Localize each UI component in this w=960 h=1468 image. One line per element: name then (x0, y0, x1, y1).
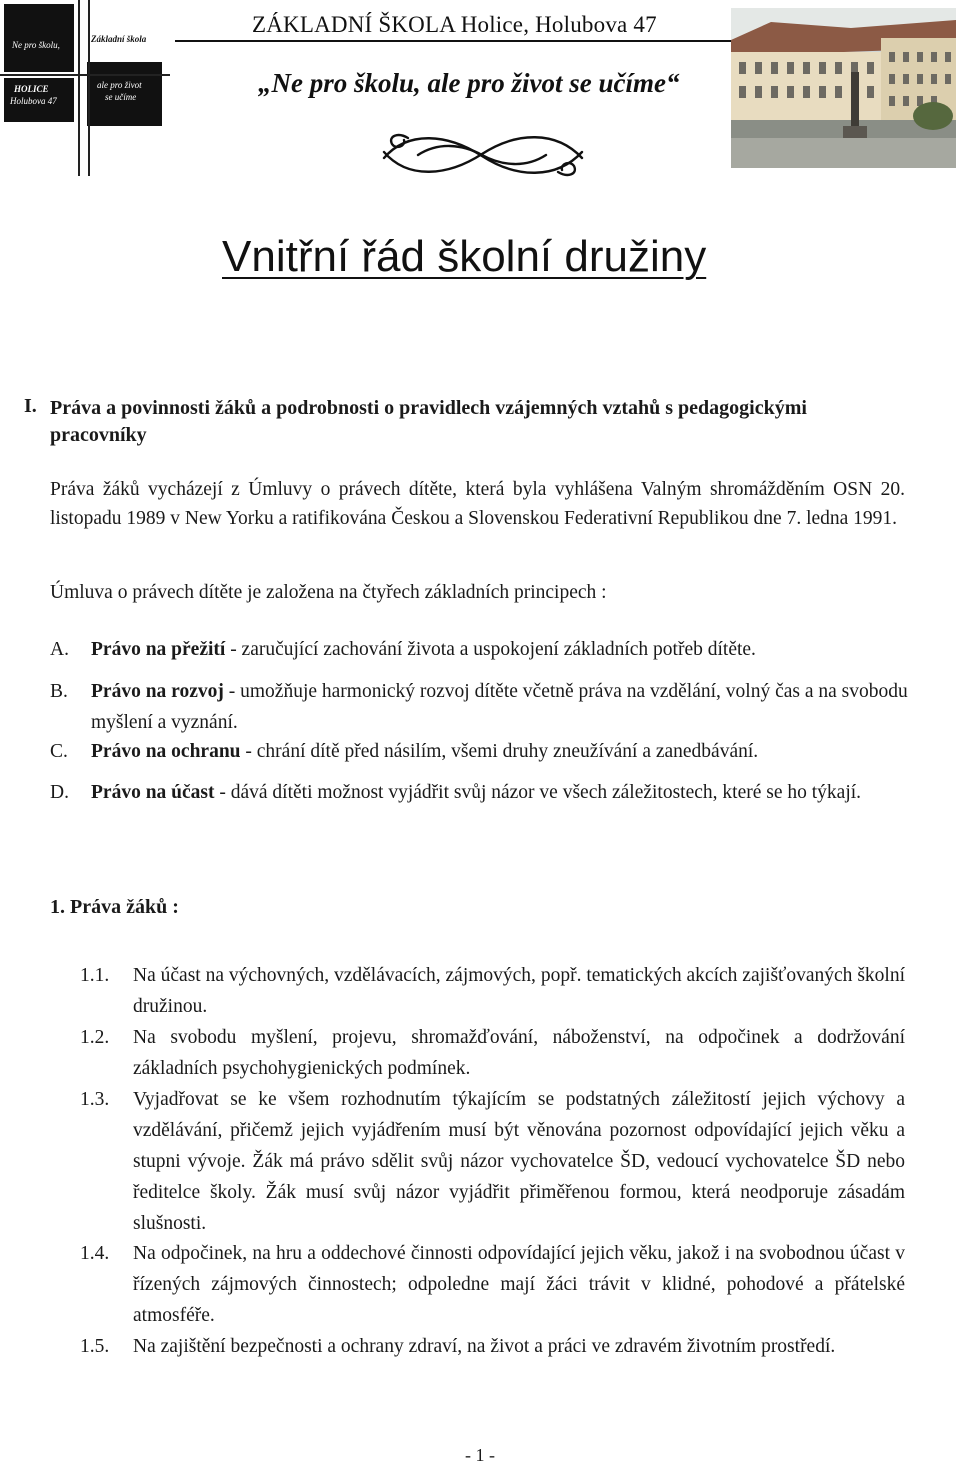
principle-item (50, 736, 910, 767)
section-heading: Práva a povinnosti žáků a podrobnosti o pravidlech vzájemných vztahů s pedagogickými pracovníky (50, 397, 807, 446)
logo-vertical-rule-2 (88, 0, 90, 176)
rights-text: Na svobodu myšlení, projevu, shromažďování, náboženství, na odpočinek a dodržování základních psychohygienických podmínek. (133, 1027, 905, 1079)
rights-number: 1.3. (80, 1089, 110, 1110)
rights-number: 1.2. (80, 1027, 110, 1048)
principle-name: Právo na účast (91, 782, 215, 803)
principle-text: - chrání dítě před násilím, všemi druhy zneužívání a zanedbávání. (240, 741, 759, 762)
logo-text-bl2: Holubova 47 (10, 96, 57, 107)
principle-item (50, 676, 910, 738)
principle-item (50, 634, 910, 665)
school-motto: „Ne pro školu, ale pro život se učíme“ (258, 68, 680, 98)
logo-quadrant-tr (87, 4, 162, 54)
principle-text: - dává dítěti možnost vyjádřit svůj názor ve všech záležitostech, které se ho týkají. (214, 782, 862, 803)
school-name: ZÁKLADNÍ ŠKOLA Holice, Holubova 47 (252, 12, 657, 37)
principle-item (50, 777, 910, 808)
rights-item (80, 960, 905, 1022)
logo-text-br2: se učíme (105, 92, 137, 103)
logo-quadrant-br (87, 62, 162, 126)
principle-name: Právo na rozvoj (91, 681, 224, 702)
ornament-flourish-icon (378, 126, 588, 184)
intro-paragraph: Práva žáků vycházejí z Úmluvy o právech dítěte, která byla vyhlášena Valným shromážděním OSN 20. listopadu 1989 v New Yorku a ratifikována Českou a Slovenskou Federativní Republikou dne 7. ledna 1991. (50, 479, 905, 529)
principle-letter: C. (50, 741, 68, 762)
principle-letter: A. (50, 639, 69, 660)
principle-name: Právo na přežití (91, 639, 226, 660)
rights-item (80, 1022, 905, 1084)
principle-letter: D. (50, 782, 69, 803)
rights-item (80, 1331, 905, 1362)
rights-text: Vyjadřovat se ke všem rozhodnutím týkajícím se podstatných záležitostí jejich výchovy a vzdělávání, přičemž jejich vyjádřením musí být věnována pozornost odpovídající jejich věku a stupni vývoje. Žák má právo sdělit svůj názor vychovatelce ŠD, vedoucí vychovatelce ŠD nebo ředitelce školy. Žák musí svůj názor vyjádřit přiměřenou formou, která neodporuje zásadám slušnosti. (133, 1089, 905, 1234)
principle-name: Právo na ochranu (91, 741, 241, 762)
rights-number: 1.4. (80, 1243, 110, 1264)
principle-letter: B. (50, 681, 68, 702)
rights-text: Na zajištění bezpečnosti a ochrany zdraví, na život a práci ve zdravém životním prostředí. (133, 1336, 836, 1357)
school-building-photo (731, 8, 956, 168)
logo-text-tr: Základní škola (91, 34, 147, 44)
logo-horizontal-rule (0, 74, 170, 76)
header-divider (175, 40, 735, 42)
principles-intro: Úmluva o právech dítěte je založena na čtyřech základních principech : (50, 582, 607, 603)
logo-quadrant-tl (4, 4, 74, 72)
logo-text-br1: ale pro život (97, 80, 142, 90)
document-title: Vnitřní řád školní družiny (222, 232, 707, 281)
rights-heading: 1. Práva žáků : (50, 896, 179, 918)
logo-vertical-rule (78, 0, 80, 176)
rights-text: Na odpočinek, na hru a oddechové činnosti odpovídající jejich věku, jakož i na svobodnou účast v řízených zájmových činnostech; odpoledne mají žáci trávit v klidné, pohodové a přátelské atmosféře. (133, 1243, 905, 1326)
rights-text: Na účast na výchovných, vzdělávacích, zájmových, popř. tematických akcích zajišťovaných školní družinou. (133, 965, 905, 1017)
section-number: I. (24, 395, 37, 417)
principle-text: - zaručující zachování života a uspokojení základních potřeb dítěte. (225, 639, 756, 660)
logo-text-tl: Ne pro školu, (12, 40, 60, 50)
logo-text-bl1: HOLICE (14, 84, 49, 94)
page-number: - 1 - (465, 1445, 495, 1465)
rights-number: 1.5. (80, 1336, 110, 1357)
principle-text: - umožňuje harmonický rozvoj dítěte včetně práva na vzdělání, volný čas a na svobodu myšlení a vyznání. (91, 681, 908, 733)
logo-quadrant-bl (4, 78, 74, 122)
rights-item (80, 1238, 905, 1331)
rights-item (80, 1084, 905, 1239)
rights-number: 1.1. (80, 965, 110, 986)
